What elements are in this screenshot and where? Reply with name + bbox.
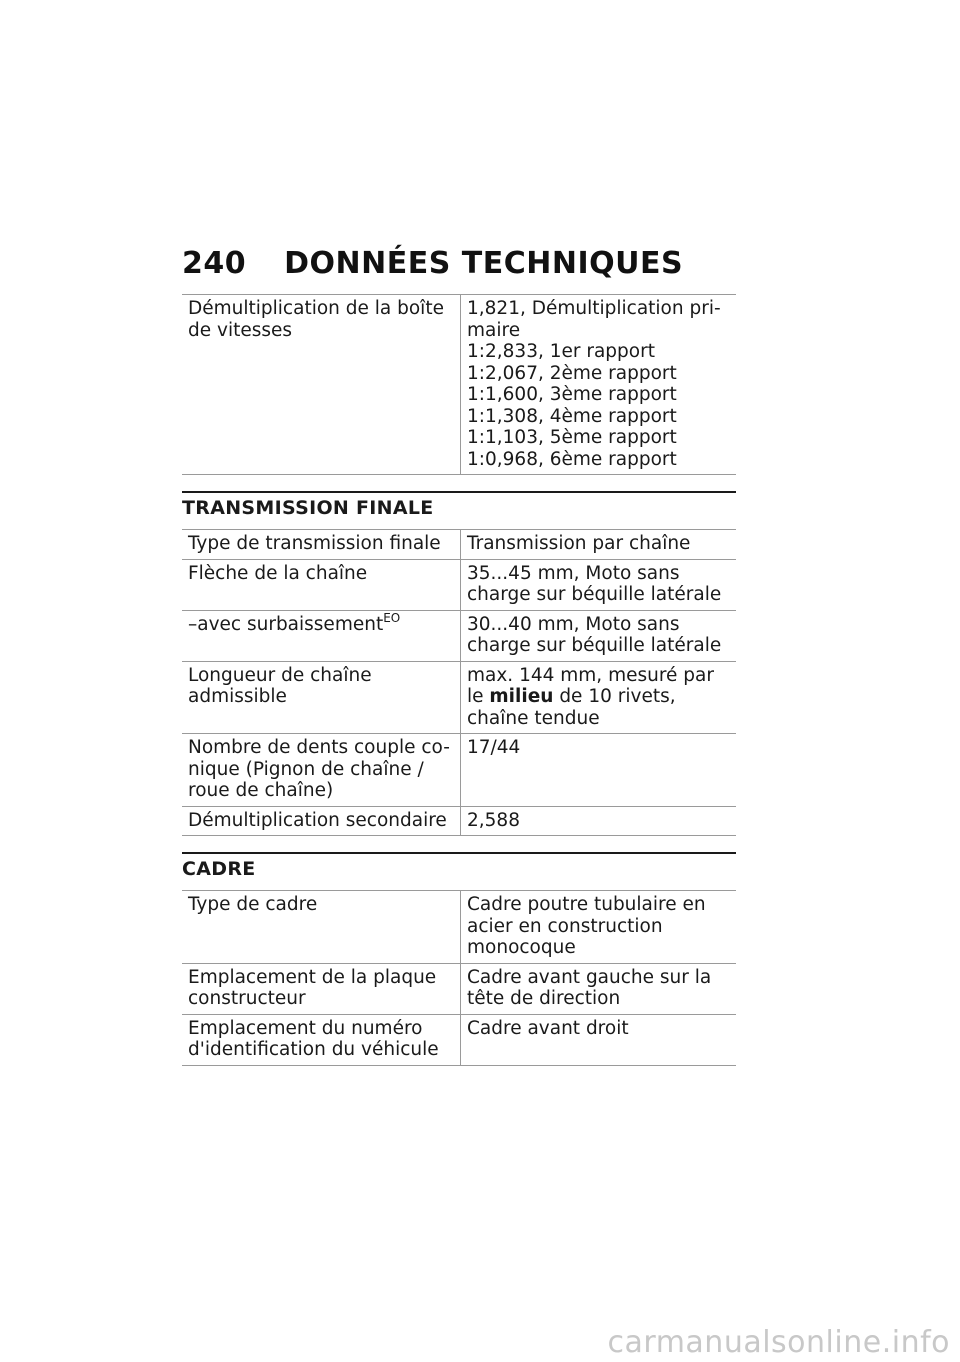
value-line: maire [467,319,521,341]
spec-label: Type de cadre [182,891,461,964]
table-row [182,661,736,734]
spec-label: Nombre de dents couple co- nique (Pignon de chaîne / roue de chaîne) [182,734,461,807]
table-row [182,891,736,964]
table-row [182,1014,736,1065]
spec-value: 17/44 [461,734,737,807]
spec-value-cell [461,661,737,734]
table-row [182,530,736,560]
spec-value: Cadre avant droit [461,1014,737,1065]
spec-value: Cadre poutre tubulaire en acier en construction monocoque [461,891,737,964]
spec-label: Démultiplication de la boîte de vitesses [182,295,461,475]
value-line: 1:2,067, 2ème rapport [467,362,677,384]
watermark: carmanualsonline.info [607,1325,950,1360]
spec-label: –avec surbaissement [188,613,384,635]
spec-label: Emplacement de la plaque constructeur [182,963,461,1014]
value-line: 1:1,103, 5ème rapport [467,427,677,448]
spec-label: Démultiplication secondaire [182,806,461,836]
value-line: 1:1,308, 4ème rapport [467,405,677,427]
page-header [182,246,683,281]
table-row [182,963,736,1014]
spec-content [182,294,736,1066]
final-drive-table [182,529,736,836]
value-text: de 10 rivets, chaîne tendue [467,686,676,729]
value-line: 1,821, Démultiplication pri- [467,298,721,319]
gearbox-table [182,294,736,475]
spec-label: Type de transmission finale [182,530,461,560]
spec-value: Cadre avant gauche sur la tête de direction [461,963,737,1014]
value-emphasis: milieu [489,686,554,707]
table-row [182,806,736,836]
spec-value: Transmission par chaîne [461,530,737,560]
value-line: 1:1,600, 3ème rapport [467,384,677,405]
table-row [182,295,736,475]
spec-label: Flèche de la chaîne [182,559,461,610]
table-row [182,559,736,610]
value-line: 1:2,833, 1er rapport [467,341,655,362]
spec-label: Longueur de chaîne admissible [182,661,461,734]
section-heading-frame: CADRE [182,852,736,890]
spec-value [461,295,737,475]
spec-label-cell [182,610,461,661]
page-title: DONNÉES TECHNIQUES [284,246,684,281]
spec-value: 2,588 [461,806,737,836]
spec-value: 35...45 mm, Moto sans charge sur béquille latérale [461,559,737,610]
value-line: 1:0,968, 6ème rapport [467,448,677,470]
page-number: 240 [182,246,247,281]
frame-table [182,890,736,1066]
table-row [182,734,736,807]
section-heading-final-drive: TRANSMISSION FINALE [182,491,736,529]
spec-value: 30...40 mm, Moto sans charge sur béquille latérale [461,610,737,661]
table-row [182,610,736,661]
value-text: max. 144 mm, mesuré par le [467,664,714,707]
footnote-marker: EO [383,610,401,625]
spec-label: Emplacement du numéro d'identification du véhicule [182,1014,461,1065]
